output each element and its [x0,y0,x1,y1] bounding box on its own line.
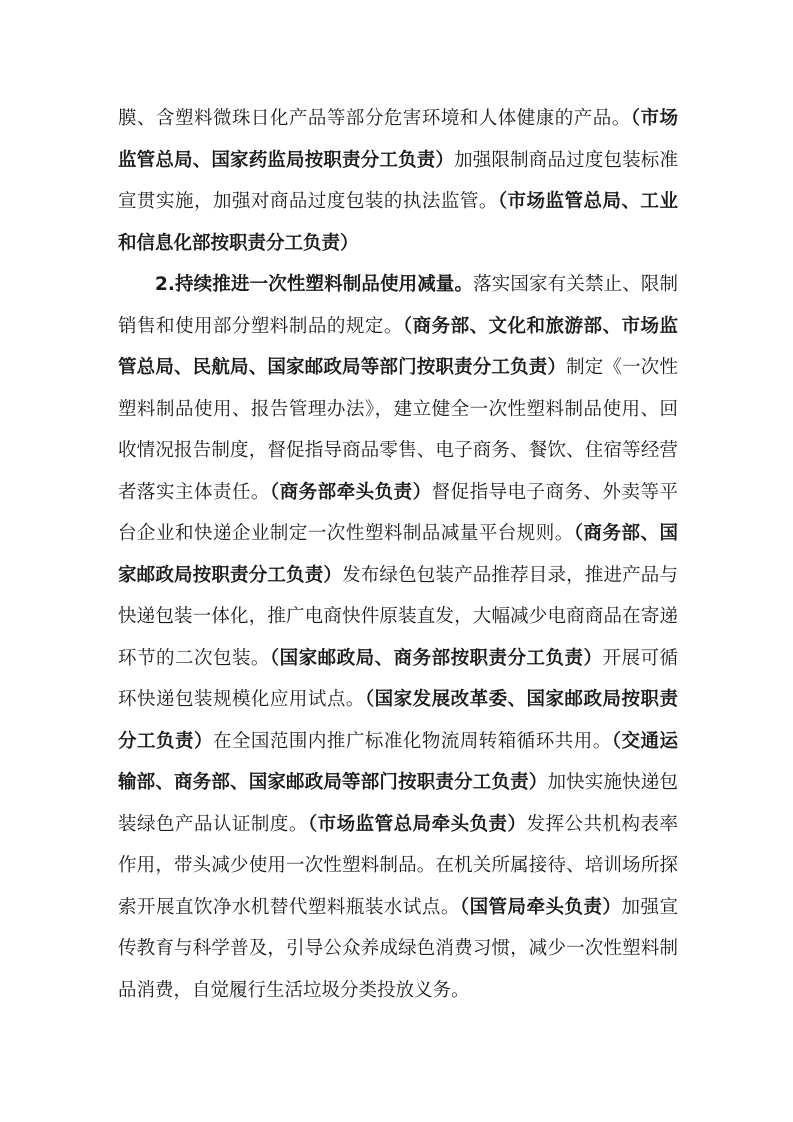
body-text: 在全国范围内推广标准化物流周转箱循环共用。 [212,730,612,752]
responsibility-note: （商务部、国家邮政局按职责分工负责） [118,523,678,586]
responsibility-note: （商务部、文化和旅游部、市场监管总局、民航局、国家邮政局等部门按职责分工负责） [118,315,678,378]
paragraph-section-2 [118,264,678,1011]
body-text: 制定《一次性塑料制品使用、报告管理办法》，建立健全一次性塑料制品使用、回收情况报告制度，督促指导商品零售、电子商务、餐饮、住宿等经营者落实主体责任。 [118,357,678,503]
responsibility-note: （市场监管总局、国家药监局按职责分工负责） [118,108,678,171]
responsibility-note: （商务部牵头负责） [269,481,432,503]
document-body [118,98,678,1011]
body-text: 加强宣传教育与科学普及，引导公众养成绿色消费习惯，减少一次性塑料制品消费，自觉履行生活垃圾分类投放义务。 [118,896,678,1001]
body-text: 发布绿色包装产品推荐目录，推进产品与快递包装一体化，推广电商快件原装直发，大幅减少电商商品在寄递环节的二次包装。 [118,564,678,669]
responsibility-note: （市场监管总局、工业和信息化部按职责分工负责） [118,191,678,254]
responsibility-note: （国家邮政局、商务部按职责分工负责） [269,647,603,669]
body-text: 加快实施快递包装绿色产品认证制度。 [118,772,678,835]
responsibility-note: （交通运输部、商务部、国家邮政局等部门按职责分工负责） [118,730,678,793]
section-heading: 2.持续推进一次性塑料制品使用减量。 [155,274,474,295]
body-text: 开展可循环快递包装规模化应用试点。 [118,647,678,710]
body-text: 督促指导电子商务、外卖等平台企业和快递企业制定一次性塑料制品减量平台规则。 [118,481,678,544]
responsibility-note: （国家发展改革委、国家邮政局按职责分工负责） [118,689,678,752]
body-text: 发挥公共机构表率作用，带头减少使用一次性塑料制品。在机关所属接待、培训场所探索开展直饮净水机替代塑料瓶装水试点。 [118,813,678,918]
responsibility-note: （市场监管总局牵头负责） [307,813,527,835]
body-text: 膜、含塑料微珠日化产品等部分危害环境和人体健康的产品。 [118,108,631,129]
paragraph-continuation [118,98,678,264]
body-text: 落实国家有关禁止、限制销售和使用部分塑料制品的规定。 [118,274,678,337]
responsibility-note: （国管局牵头负责） [459,896,622,918]
body-text: 加强限制商品过度包装标准宣贯实施，加强对商品过度包装的执法监管。 [118,149,678,212]
